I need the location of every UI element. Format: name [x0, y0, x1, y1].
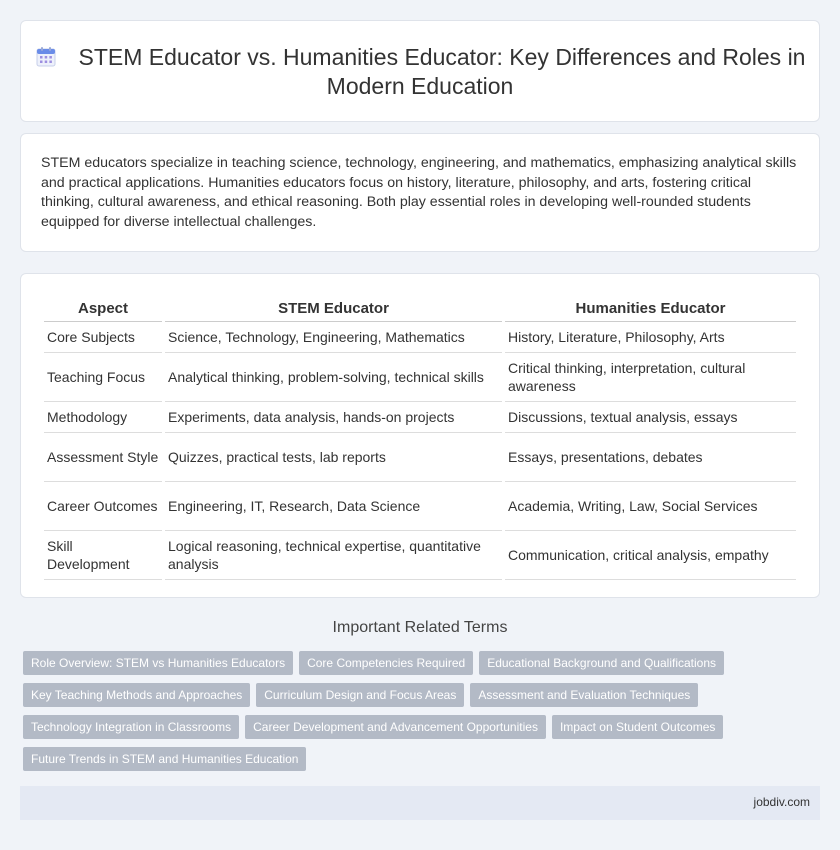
footer-site-link[interactable]: jobdiv.com — [753, 795, 810, 809]
table-row — [44, 402, 796, 433]
cell-humanities: Discussions, textual analysis, essays — [505, 402, 796, 433]
cell-aspect: Career Outcomes — [44, 482, 162, 531]
cell-stem: Science, Technology, Engineering, Mathematics — [165, 322, 502, 353]
cell-humanities: Communication, critical analysis, empathy — [505, 531, 796, 580]
cell-aspect: Assessment Style — [44, 433, 162, 482]
cell-humanities: Academia, Writing, Law, Social Services — [505, 482, 796, 531]
related-term-tag[interactable]: Impact on Student Outcomes — [552, 715, 723, 739]
cell-aspect: Skill Development — [44, 531, 162, 580]
related-term-tag[interactable]: Key Teaching Methods and Approaches — [23, 683, 250, 707]
related-term-tag[interactable]: Technology Integration in Classrooms — [23, 715, 239, 739]
related-term-tag[interactable]: Core Competencies Required — [299, 651, 473, 675]
page-title-text: STEM Educator vs. Humanities Educator: Key Differences and Roles in Modern Education — [78, 44, 806, 99]
cell-aspect: Core Subjects — [44, 322, 162, 353]
cell-stem: Analytical thinking, problem-solving, technical skills — [165, 353, 502, 402]
cell-humanities: Critical thinking, interpretation, cultural awareness — [505, 353, 796, 402]
table-row — [44, 482, 796, 531]
cell-stem: Logical reasoning, technical expertise, quantitative analysis — [165, 531, 502, 580]
related-term-tag[interactable]: Assessment and Evaluation Techniques — [470, 683, 698, 707]
cell-aspect: Teaching Focus — [44, 353, 162, 402]
related-terms-heading: Important Related Terms — [332, 619, 508, 636]
table-row — [44, 531, 796, 580]
related-terms-list — [23, 651, 813, 771]
related-term-tag[interactable]: Role Overview: STEM vs Humanities Educators — [23, 651, 293, 675]
table-row — [44, 353, 796, 402]
title-card — [20, 20, 820, 122]
comparison-table-card — [20, 273, 820, 598]
table-row — [44, 322, 796, 353]
related-term-tag[interactable]: Curriculum Design and Focus Areas — [256, 683, 464, 707]
cell-humanities: History, Literature, Philosophy, Arts — [505, 322, 796, 353]
cell-aspect: Methodology — [44, 402, 162, 433]
calendar-icon — [35, 46, 57, 68]
cell-stem: Engineering, IT, Research, Data Science — [165, 482, 502, 531]
comparison-table — [41, 297, 799, 580]
related-term-tag[interactable]: Educational Background and Qualifications — [479, 651, 724, 675]
cell-humanities: Essays, presentations, debates — [505, 433, 796, 482]
intro-paragraph: STEM educators specialize in teaching science, technology, engineering, and mathematics, emphasizing analytical skills and practical applications. Humanities educators focus on history, literature, philosophy, and arts, fostering critical thinking, cultural awareness, and ethical reasoning. Both play essential roles in developing well-rounded students equipped for diverse intellectual challenges. — [41, 155, 797, 230]
page-title — [21, 43, 819, 101]
cell-stem: Experiments, data analysis, hands-on projects — [165, 402, 502, 433]
related-term-tag[interactable]: Future Trends in STEM and Humanities Education — [23, 747, 306, 771]
header-aspect: Aspect — [44, 297, 162, 322]
cell-stem: Quizzes, practical tests, lab reports — [165, 433, 502, 482]
related-term-tag[interactable]: Career Development and Advancement Opportunities — [245, 715, 546, 739]
table-row — [44, 433, 796, 482]
header-humanities: Humanities Educator — [505, 297, 796, 322]
header-stem: STEM Educator — [165, 297, 502, 322]
intro-card — [20, 133, 820, 252]
table-header-row — [44, 297, 796, 322]
footer — [20, 786, 820, 820]
